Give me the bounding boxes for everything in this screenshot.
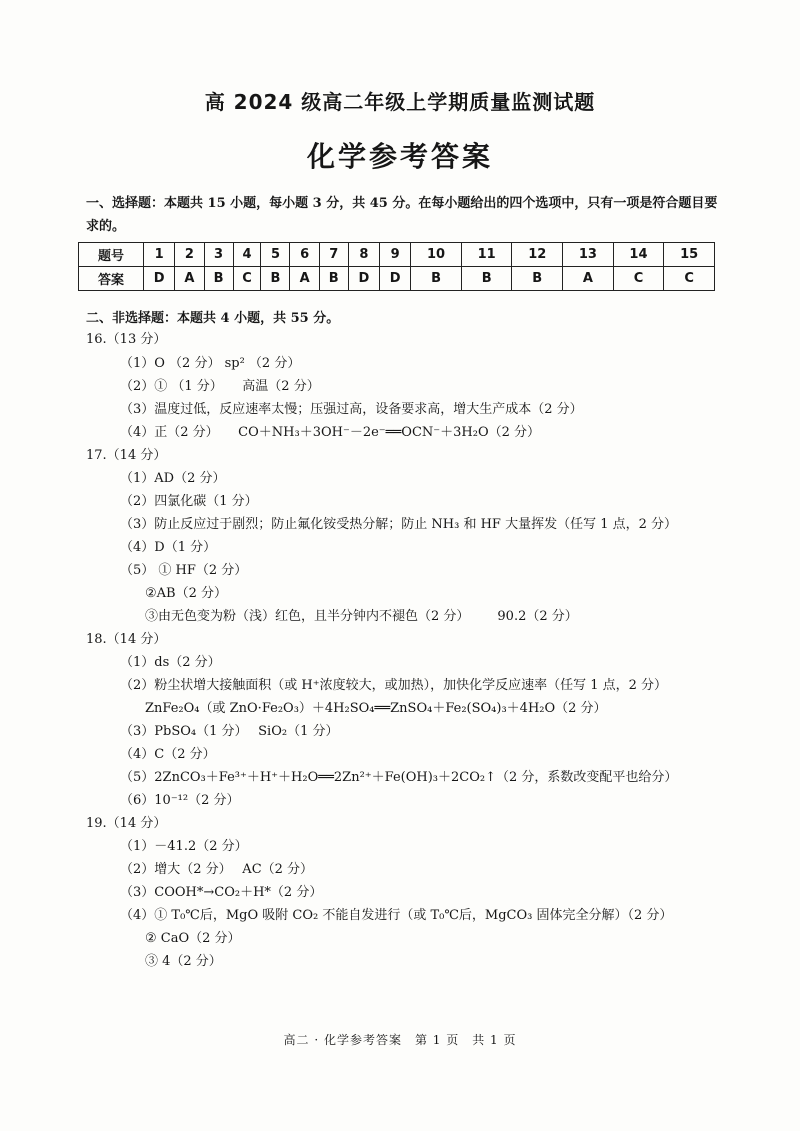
q19-part4-3: ③ 4（2 分） — [145, 954, 222, 969]
answer-cell: C — [233, 267, 261, 291]
answer-table-answer-row — [79, 267, 715, 291]
q19-part4: （4）① T₀℃后，MgO 吸附 CO₂ 不能自发进行（或 T₀℃后，MgCO₃ 固体完全分解）（2 分） — [120, 908, 673, 923]
q16-part4: （4）正（2 分） CO＋NH₃＋3OH⁻－2e⁻══OCN⁻＋3H₂O（2 分） — [120, 425, 541, 440]
question-number-cell: 5 — [261, 243, 290, 267]
answer-cell: B — [461, 267, 512, 291]
question-number-cell: 10 — [411, 243, 462, 267]
q16-part1: （1）O （2 分） sp² （2 分） — [120, 356, 301, 371]
q18-heading: 18.（14 分） — [86, 632, 167, 647]
answer-cell: B — [411, 267, 462, 291]
question-number-cell: 14 — [613, 243, 664, 267]
question-number-cell: 1 — [144, 243, 175, 267]
answer-cell: D — [379, 267, 410, 291]
q18-part2-equation: ZnFe₂O₄（或 ZnO·Fe₂O₃）＋4H₂SO₄══ZnSO₄＋Fe₂(SO₄)₃＋4H₂O（2 分） — [145, 701, 607, 716]
q18-part2: （2）粉尘状增大接触面积（或 H⁺浓度较大，或加热），加快化学反应速率（任写 1 点，2 分） — [120, 678, 668, 693]
q19-part4-2: ② CaO（2 分） — [145, 931, 241, 946]
q17-part5: （5） ① HF（2 分） — [120, 563, 248, 578]
q16-part2: （2）① （1 分） 高温（2 分） — [120, 379, 320, 394]
answer-cell: B — [512, 267, 563, 291]
question-number-cell: 6 — [290, 243, 319, 267]
q19-part3: （3）COOH*→CO₂＋H*（2 分） — [120, 885, 323, 900]
row-label-answers: 答案 — [79, 267, 144, 291]
question-number-cell: 4 — [233, 243, 261, 267]
answer-cell: B — [261, 267, 290, 291]
row-label-numbers: 题号 — [79, 243, 144, 267]
answer-cell: A — [175, 267, 204, 291]
q17-part5-3-text: ③由无色变为粉（浅）红色，且半分钟内不褪色（2 分） — [145, 609, 470, 624]
q16-part3: （3）温度过低，反应速率太慢；压强过高，设备要求高，增大生产成本（2 分） — [120, 402, 583, 417]
q17-part1: （1）AD（2 分） — [120, 471, 226, 486]
answer-cell: C — [664, 267, 715, 291]
question-number-cell: 15 — [664, 243, 715, 267]
q18-part3: （3）PbSO₄（1 分） SiO₂（1 分） — [120, 724, 339, 739]
q18-part4: （4）C（2 分） — [120, 747, 216, 762]
q17-part3: （3）防止反应过于剧烈；防止氟化铵受热分解；防止 NH₃ 和 HF 大量挥发（任写 1 点，2 分） — [120, 517, 678, 532]
answer-cell: B — [319, 267, 348, 291]
q19-part1: （1）－41.2（2 分） — [120, 839, 248, 854]
q17-part5-2: ②AB（2 分） — [145, 586, 227, 601]
q17-part2: （2）四氯化碳（1 分） — [120, 494, 258, 509]
answer-table — [78, 242, 715, 291]
answer-cell: C — [613, 267, 664, 291]
answer-cell: A — [290, 267, 319, 291]
answer-cell: D — [348, 267, 379, 291]
q18-part5: （5）2ZnCO₃＋Fe³⁺＋H⁺＋H₂O══2Zn²⁺＋Fe(OH)₃＋2CO₂↑（2 分，系数改变配平也给分） — [120, 770, 678, 785]
question-number-cell: 8 — [348, 243, 379, 267]
q18-part6: （6）10⁻¹²（2 分） — [120, 793, 240, 808]
answer-cell: D — [144, 267, 175, 291]
q19-heading: 19.（14 分） — [86, 816, 167, 831]
question-number-cell: 13 — [563, 243, 614, 267]
question-number-cell: 7 — [319, 243, 348, 267]
question-number-cell: 9 — [379, 243, 410, 267]
exam-title: 高 2024 级高二年级上学期质量监测试题 — [204, 90, 596, 114]
question-number-cell: 3 — [204, 243, 233, 267]
q17-part4: （4）D（1 分） — [120, 540, 217, 555]
q17-heading: 17.（14 分） — [86, 448, 167, 463]
section2-heading: 二、非选择题：本题共 4 小题，共 55 分。 — [86, 311, 340, 326]
q17-part5-3 — [145, 608, 578, 626]
q17-part5-3-value: 90.2（2 分） — [497, 609, 578, 624]
answer-cell: B — [204, 267, 233, 291]
question-number-cell: 12 — [512, 243, 563, 267]
question-number-cell: 11 — [461, 243, 512, 267]
question-number-cell: 2 — [175, 243, 204, 267]
q16-heading: 16.（13 分） — [86, 332, 167, 347]
q18-part1: （1）ds（2 分） — [120, 655, 221, 670]
page-footer: 高二 · 化学参考答案 第 1 页 共 1 页 — [283, 1033, 517, 1047]
section1-intro: 一、选择题：本题共 15 小题，每小题 3 分，共 45 分。在每小题给出的四个选项中，只有一项是符合题目要求的。 — [86, 196, 718, 234]
answer-table-number-row — [79, 243, 715, 267]
q19-part2: （2）增大（2 分） AC（2 分） — [120, 862, 314, 877]
answer-cell: A — [563, 267, 614, 291]
page-title: 化学参考答案 — [306, 140, 493, 173]
